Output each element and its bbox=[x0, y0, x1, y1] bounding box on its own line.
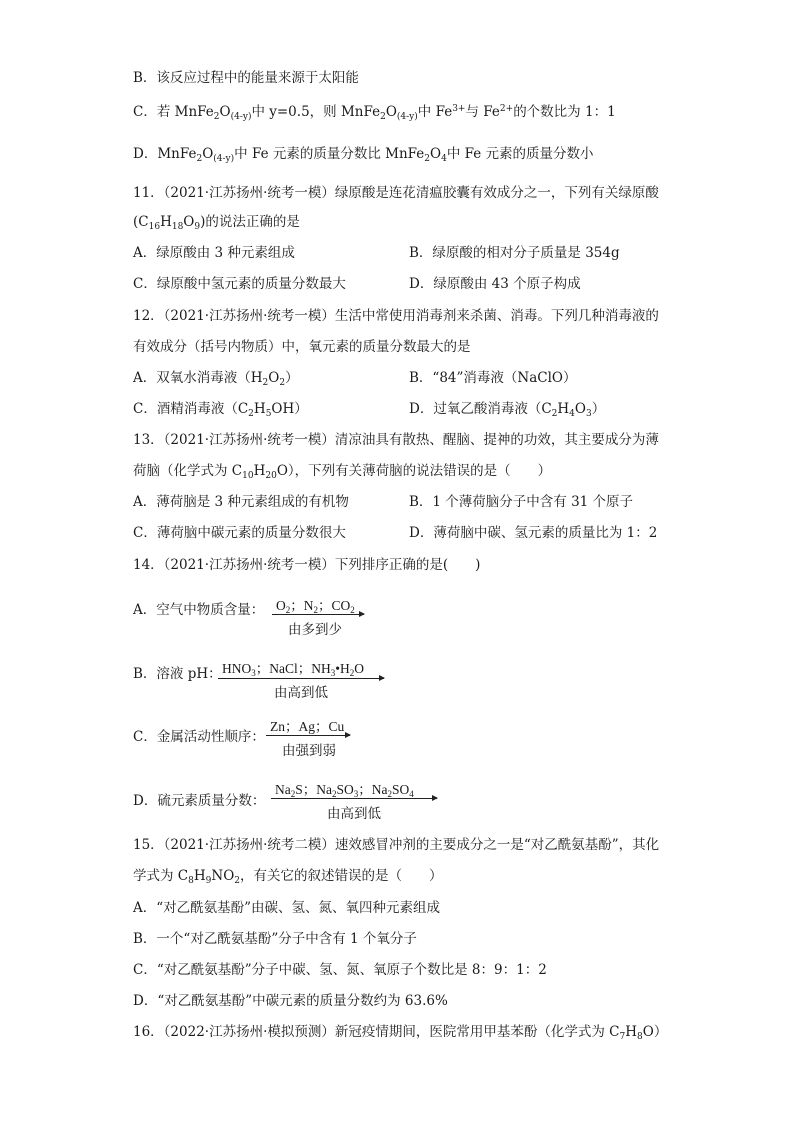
q15-stem-line1: 15．（2021·江苏扬州·统考二模）速效感冒冲剂的主要成分之一是“对乙酰氨基酚”，其化 bbox=[133, 837, 660, 853]
q11-option-b: B．绿原酸的相对分子质量是 354g bbox=[409, 245, 620, 261]
q14-option-d-top: $Na_2S$；$Na_2SO_3$；$Na_2SO_4$ bbox=[275, 782, 414, 799]
q12-option-b: B．“84”消毒液（NaClO） bbox=[409, 370, 577, 386]
q14-option-b-top: $HNO_3$；NaCl；$NH_3•H_2O$ bbox=[222, 661, 364, 678]
q15-option-d: D．“对乙酰氨基酚”中碳元素的质量分数约为 63.6% bbox=[133, 993, 448, 1009]
q14-option-a-arrow bbox=[276, 594, 366, 638]
q15-option-a: A．“对乙酰氨基酚”由碳、氢、氮、氧四种元素组成 bbox=[133, 900, 441, 916]
q10-option-b: B．该反应过程中的能量来源于太阳能 bbox=[133, 70, 359, 86]
q11-stem-line2: $(C_{16}H_{18}O_9)$的说法正确的是 bbox=[133, 214, 300, 232]
q14-option-a-label: A．空气中物质含量： bbox=[133, 602, 265, 618]
q13-option-a: A．薄荷脑是 3 种元素组成的有机物 bbox=[133, 494, 349, 510]
q12-stem-line1: 12．（2021·江苏扬州·统考一模）生活中常使用消毒剂来杀菌、消毒。下列几种消毒液的 bbox=[133, 308, 659, 324]
q14-option-b-arrow bbox=[222, 657, 384, 701]
q13-option-d: D．薄荷脑中碳、氢元素的质量比为 1：2 bbox=[409, 525, 658, 541]
q15-option-b: B．一个“对乙酰氨基酚”分子中含有 1 个氧分子 bbox=[133, 931, 417, 947]
q14-option-d-bottom: 由高到低 bbox=[327, 806, 381, 822]
q10-option-d: D．$MnFe_2O_{(4-y)}$中 Fe 元素的质量分数比 $MnFe_2O_4$中 Fe 元素的质量分数小 bbox=[133, 146, 594, 164]
q12-option-c: C．酒精消毒液$(C_2H_5OH)$ bbox=[133, 401, 308, 419]
q13-option-c: C．薄荷脑中碳元素的质量分数很大 bbox=[133, 525, 346, 541]
q14-option-c-arrow bbox=[270, 715, 350, 759]
q14-option-b-label: B．溶液 pH： bbox=[133, 666, 222, 682]
arrow-right-icon bbox=[266, 735, 350, 736]
q13-stem-line1: 13．（2021·江苏扬州·统考一模）清凉油具有散热、醒脑、提神的功效，其主要成分为薄 bbox=[133, 432, 659, 448]
q14-option-c-bottom: 由强到弱 bbox=[282, 743, 336, 759]
q12-stem-line2: 有效成分（括号内物质）中，氧元素的质量分数最大的是 bbox=[133, 339, 471, 355]
arrow-right-icon bbox=[271, 798, 437, 799]
q14-option-a-top: $O_2$；$N_2$；$CO_2$ bbox=[276, 598, 355, 615]
q12-option-d: D．过氧乙酸消毒液$(C_2H_4O_3)$ bbox=[409, 401, 606, 419]
q11-option-c: C．绿原酸中氢元素的质量分数最大 bbox=[133, 276, 346, 292]
q11-stem-line1: 11．（2021·江苏扬州·统考一模）绿原酸是连花清瘟胶囊有效成分之一，下列有关绿原酸 bbox=[133, 185, 659, 201]
q13-option-b: B．1 个薄荷脑分子中含有 31 个原子 bbox=[409, 494, 634, 510]
q14-option-c-label: C．金属活动性顺序： bbox=[133, 729, 265, 745]
q16-stem-line1: 16．（2022·江苏扬州·模拟预测）新冠疫情期间，医院常用甲基苯酚（化学式为 $C_7H_8O$） bbox=[133, 1024, 668, 1042]
q14-option-d-label: D．硫元素质量分数： bbox=[133, 793, 266, 809]
q14-option-a-bottom: 由多到少 bbox=[288, 622, 342, 638]
arrow-right-icon bbox=[218, 678, 384, 679]
q10-option-c: C．若 $MnFe_2O_{(4-y)}$中 y=0.5，则 $MnFe_2O_{(4-y)}$中 $Fe^{3+}$与 $Fe^{2+}$的个数比为 1：1 bbox=[133, 104, 616, 122]
q15-stem-line2: 学式为 $C_8H_9NO_2$，有关它的叙述错误的是（ ） bbox=[133, 868, 443, 886]
q15-option-c: C．“对乙酰氨基酚”分子中碳、氢、氮、氧原子个数比是 8：9：1：2 bbox=[133, 962, 547, 978]
q14-option-c-top: Zn；Ag；Cu bbox=[270, 719, 345, 734]
q14-option-d-arrow bbox=[275, 778, 437, 822]
q14-stem: 14．（2021·江苏扬州·统考一模）下列排序正确的是( ) bbox=[133, 557, 481, 573]
q14-option-b-bottom: 由高到低 bbox=[274, 685, 328, 701]
arrow-right-icon bbox=[272, 614, 364, 615]
q11-option-d: D．绿原酸由 43 个原子构成 bbox=[409, 276, 581, 292]
q12-option-a: A．双氧水消毒液$(H_2O_2)$ bbox=[133, 370, 299, 388]
q13-stem-line2: 荷脑（化学式为 $C_{10}H_{20}O$），下列有关薄荷脑的说法错误的是（ ） bbox=[133, 463, 552, 481]
q11-option-a: A．绿原酸由 3 种元素组成 bbox=[133, 245, 295, 261]
